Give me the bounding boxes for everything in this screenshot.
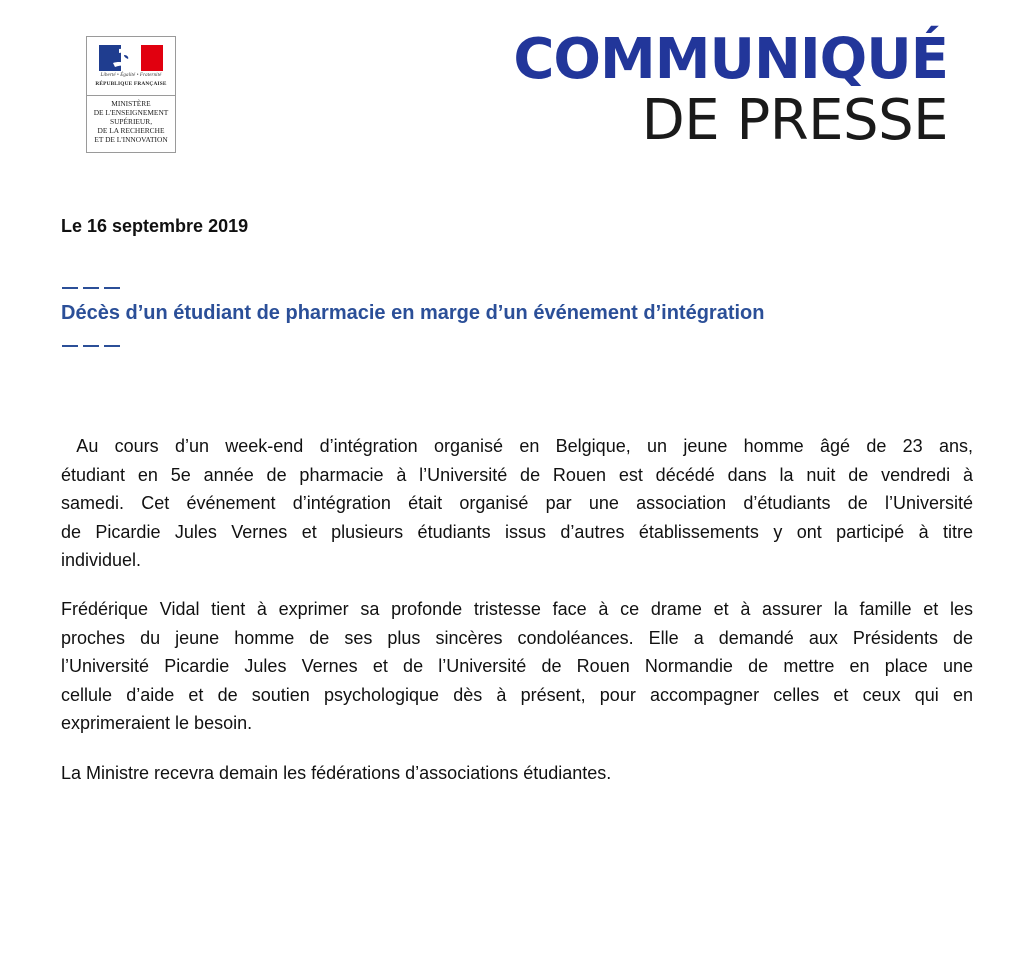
page-title-line2: DE PRESSE [641, 88, 948, 153]
text-line: proches du jeune homme de ses plus sincères condoléances. Elle a demandé aux Présidents de [61, 627, 973, 648]
text-line: Frédérique Vidal tient à exprimer sa profonde tristesse face à ce drame et à assurer la famille et les [61, 599, 973, 619]
paragraph-2 [61, 595, 973, 738]
text-line: étudiant en 5e année de pharmacie à l’Université de Rouen est décédé dans la nuit de vendredi à [61, 464, 973, 485]
motto: Liberté • Égalité • Fraternité [100, 73, 162, 78]
text-line: La Ministre recevra demain les fédérations d’associations étudiantes. [61, 763, 612, 783]
ministry-name-line: DE LA RECHERCHE [97, 125, 165, 135]
marianne-emblem-icon [99, 45, 163, 71]
separator-bottom [62, 345, 120, 347]
paragraph-3 [61, 759, 973, 788]
text-line: samedi. Cet événement d’intégration était organisé par une association d’étudiants de l’Université [61, 493, 973, 513]
ministry-logo [86, 36, 176, 153]
paragraph-1 [61, 432, 973, 575]
separator-top [62, 287, 120, 289]
ministry-name [87, 100, 175, 145]
text-line: l’Université Picardie Jules Vernes et de l’Université de Rouen Normandie de mettre en place une [61, 656, 973, 676]
text-line: cellule d’aide et de soutien psychologique dès à présent, pour accompagner celles et ceux qui en [61, 684, 973, 705]
marianne-block [87, 37, 175, 96]
ministry-name-line: MINISTÈRE [111, 99, 151, 108]
press-date: Le 16 septembre 2019 [61, 216, 249, 236]
headline: Décès d’un étudiant de pharmacie en marge d’un événement d’intégration [61, 302, 765, 324]
ministry-name-line: ET DE L'INNOVATION [94, 134, 168, 144]
republique-francaise: RÉPUBLIQUE FRANÇAISE [95, 81, 167, 87]
text-line: Au cours d’un week-end d’intégration organisé en Belgique, un jeune homme âgé de 23 ans, [61, 436, 973, 456]
text-line: exprimeraient le besoin. [61, 713, 253, 733]
ministry-name-line: SUPÉRIEUR, [109, 116, 153, 126]
text-line: de Picardie Jules Vernes et plusieurs étudiants issus d’autres établissements y ont participé à titre [61, 521, 973, 542]
text-line: individuel. [61, 550, 142, 570]
ministry-name-line: DE L'ENSEIGNEMENT [93, 107, 169, 117]
page-title-line1: COMMUNIQUÉ [513, 27, 948, 92]
